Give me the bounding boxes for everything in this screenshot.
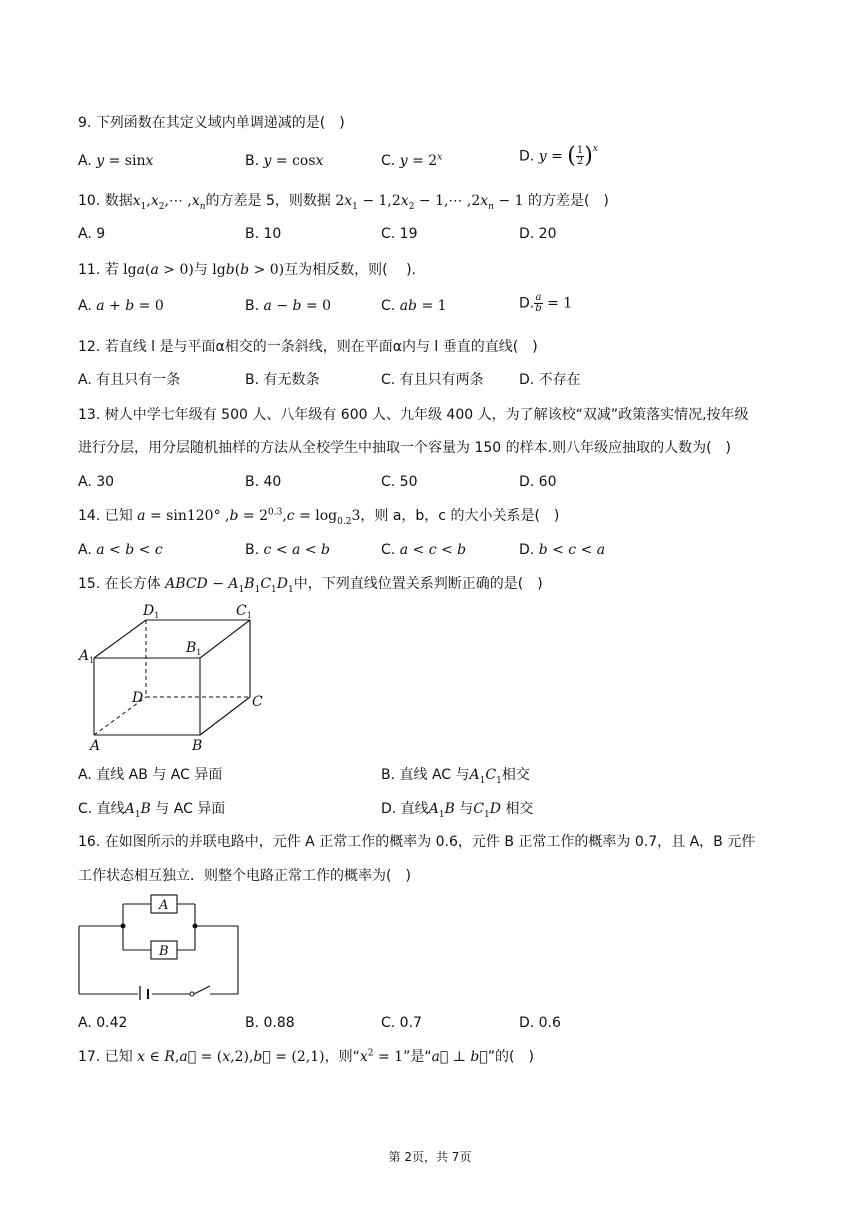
option-16d: D. 0.6 [519, 1015, 561, 1031]
option-16c: C. 0.7 [381, 1015, 422, 1031]
label-b: B [192, 738, 203, 754]
option-9a: A. y = sinx [78, 153, 154, 169]
svg-text:A1: $A_1$ [79, 648, 95, 665]
question-16-line1: 16. 在如图所示的并联电路中，元件 A 正常工作的概率为 0.6，元件 B 正常工作的概率为 0.7，且 A，B 元件 [78, 834, 756, 850]
option-15a: A. 直线 AB 与 AC 异面 [78, 767, 223, 783]
circuit-figure [76, 892, 246, 1000]
option-12d: D. 不存在 [519, 372, 581, 388]
option-9b: B. y = cosx [245, 153, 324, 169]
element-a-label: A [159, 898, 169, 913]
option-10a: A. 9 [78, 226, 106, 242]
option-10d: D. 20 [519, 226, 557, 242]
question-13-line2: 进行分层，用分层随机抽样的方法从全校学生中抽取一个容量为 150 的样本.则八年级应抽取的人数为( ) [78, 440, 731, 456]
question-17: 17. 已知 x ∈ R,a⃗ = (x,2),b⃗ = (2,1)，则“$x^2 = 1$”是“a⃗ ⊥ b⃗”的( ) [78, 1048, 534, 1065]
question-16-line2: 工作状态相互独立．则整个电路正常工作的概率为( ) [78, 868, 411, 884]
option-9d: D. y = ( $\frac{1}{2}$ )$^x$ [519, 143, 598, 169]
option-13a: A. 30 [78, 474, 115, 490]
option-10c: C. 19 [381, 226, 418, 242]
svg-text:B1: $B_1$ [186, 640, 202, 657]
option-15c: C. 直线$A_1B$ 与 AC 异面 [78, 801, 226, 820]
option-9c: C. y = 2$^x$ [381, 152, 443, 169]
option-11b: B. a − b = 0 [245, 298, 332, 314]
question-10: 10. 数据$x_1,x_2,\cdots$ $,x_n$的方差是 5，则数据 $2x_1 - 1,2x_2$ − 1,⋯ $,2x_n - 1$ 的方差是( ) [78, 193, 609, 212]
svg-text:C1: $C_1$ [236, 603, 252, 620]
page-footer: 第 2页，共 7页 [388, 1150, 472, 1164]
question-15: 15. 在长方体 ABCD − $A_1B_1C_1D_1$中，下列直线位置关系判断正确的是( ) [78, 576, 543, 595]
option-15d: D. 直线$A_1B$ 与$C_1D$ 相交 [381, 801, 534, 820]
svg-text:D1: $D_1$ [143, 603, 160, 620]
label-a1: A [79, 648, 90, 664]
label-a: A [90, 738, 101, 754]
option-14c: C. a < c < b [381, 542, 467, 558]
question-12: 12. 若直线 l 是与平面α相交的一条斜线，则在平面α内与 l 垂直的直线( ) [78, 339, 538, 355]
question-14: 14. 已知 a = sin120° $,b = 2^{0.3},c = \log_{0.2}3$，则 a，b，c 的大小关系是( ) [78, 507, 560, 527]
option-16a: A. 0.42 [78, 1015, 128, 1031]
option-14d: D. b < c < a [519, 542, 606, 558]
option-10b: B. 10 [245, 226, 282, 242]
option-12a: A. 有且只有一条 [78, 372, 181, 388]
question-11: 11. 若 lga(a > 0)与 lgb(b > 0)互为相反数，则( ). [78, 262, 416, 278]
label-b1: B [186, 640, 197, 656]
cuboid-figure [76, 600, 276, 755]
option-13b: B. 40 [245, 474, 282, 490]
option-13c: C. 50 [381, 474, 418, 490]
option-14b: B. c < a < b [245, 542, 330, 558]
option-12c: C. 有且只有两条 [381, 372, 484, 388]
question-13-line1: 13. 树人中学七年级有 500 人、八年级有 600 人、九年级 400 人，为了解该校“双减”政策落实情况,按年级 [78, 407, 749, 423]
label-d: D [132, 690, 144, 706]
label-c1: C [236, 603, 247, 619]
option-11a: A. a + b = 0 [78, 298, 164, 314]
option-13d: D. 60 [519, 474, 557, 490]
label-c: C [252, 694, 263, 710]
option-11c: C. ab = 1 [381, 298, 447, 314]
element-b-label: B [159, 944, 169, 959]
option-16b: B. 0.88 [245, 1015, 295, 1031]
question-9: 9. 下列函数在其定义域内单调递减的是( ) [78, 115, 345, 131]
option-14a: A. a < b < c [78, 542, 163, 558]
label-d1: D [143, 603, 155, 619]
option-15b: B. 直线 AC 与$A_1C_1$相交 [381, 767, 530, 786]
option-11d: D. $\frac{a}{b}$ = 1 [519, 292, 573, 314]
option-12b: B. 有无数条 [245, 372, 320, 388]
